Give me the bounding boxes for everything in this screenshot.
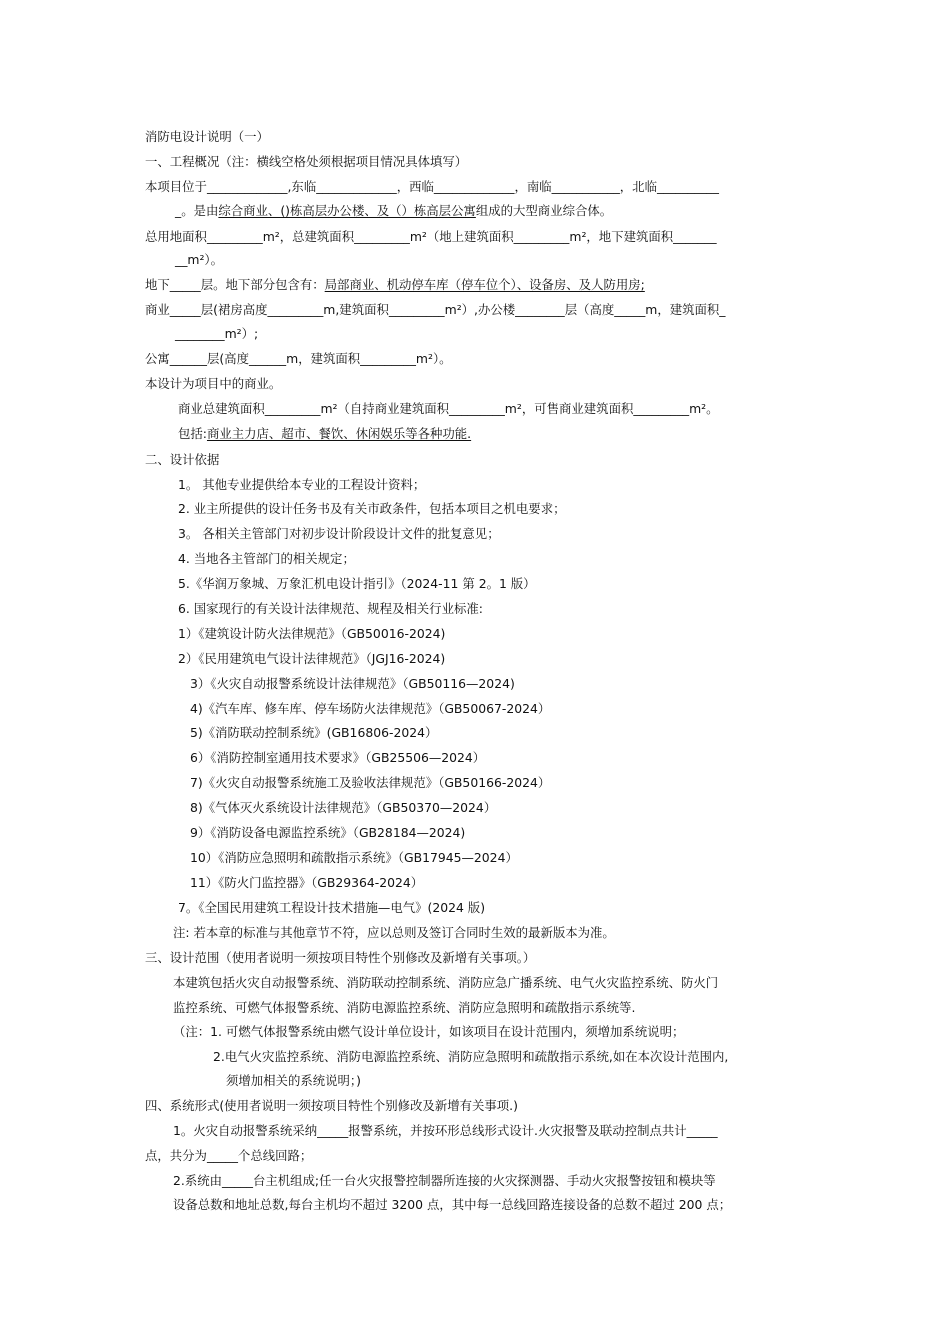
list-item: 3。 各相关主管部门对初步设计阶段设计文件的批复意见； bbox=[178, 526, 500, 541]
note-line: 2.电气火灾监控系统、消防电源监控系统、消防应急照明和疏散指示系统,如在本次设计范围内, bbox=[213, 1049, 729, 1064]
text-line: 总用地面积_________m²，总建筑面积_________m²（地上建筑面积_________m²，地下建筑面积_______ bbox=[145, 229, 717, 244]
list-item: 1。 其他专业提供给本专业的工程设计资料； bbox=[178, 477, 426, 492]
list-item: 9）《消防设备电源监控系统》（GB28184—2024) bbox=[190, 825, 466, 840]
list-item: 4. 当地各主管部门的相关规定； bbox=[178, 551, 355, 566]
section-heading: 三、设计范围（使用者说明一须按项目特性个别修改及新增有关事项。） bbox=[145, 950, 536, 965]
note-line: 须增加相关的系统说明；) bbox=[226, 1073, 361, 1088]
text-line: 商业_____层(裙房高度_________m,建筑面积_________m²）,办公楼________层（高度_____m，建筑面积_ bbox=[145, 302, 726, 317]
list-item: 7)《火灾自动报警系统施工及验收法律规范》（GB50166-2024） bbox=[190, 775, 551, 790]
text-line: 点，共分为_____个总线回路； bbox=[145, 1148, 313, 1163]
text-segment: 组成的大型商业综合体。 bbox=[475, 203, 613, 218]
text-segment: 包括: bbox=[178, 426, 207, 441]
list-item: 5)《消防联动控制系统》(GB16806-2024） bbox=[190, 725, 438, 740]
text-line: 监控系统、可燃气体报警系统、消防电源监控系统、消防应急照明和疏散指示系统等. bbox=[173, 1000, 636, 1015]
note-line: 注: 若本章的标准与其他章节不符，应以总则及签订合同时生效的最新版本为准。 bbox=[173, 925, 615, 940]
list-item: 2）《民用建筑电气设计法律规范》（JGJ16-2024) bbox=[178, 651, 446, 666]
text-line: __m²）。 bbox=[175, 252, 224, 267]
section-heading: 四、系统形式(使用者说明一须按项目特性个别修改及新增有关事项.) bbox=[145, 1098, 518, 1113]
list-item: 7。《全国民用建筑工程设计技术措施—电气》(2024 版) bbox=[178, 900, 486, 915]
list-item: 10）《消防应急照明和疏散指示系统》（GB17945—2024） bbox=[190, 850, 518, 865]
list-item: 1）《建筑设计防火法律规范》（GB50016-2024) bbox=[178, 626, 446, 641]
underlined-text: 商业主力店、超市、餐饮、休闲娱乐等各种功能. bbox=[206, 426, 472, 441]
list-item: 8)《气体灭火系统设计法律规范》（GB50370—2024） bbox=[190, 800, 497, 815]
list-item: 6）《消防控制室通用技术要求》（GB25506—2024） bbox=[190, 750, 486, 765]
underlined-text: 综合商业、()栋高层办公楼、及（）栋高层公寓 bbox=[218, 203, 476, 218]
note-line: （注：1. 可燃气体报警系统由燃气设计单位设计，如该项目在设计范围内，须增加系统说明； bbox=[173, 1024, 685, 1039]
text-line: 本建筑包括火灾自动报警系统、消防联动控制系统、消防应急广播系统、电气火灾监控系统、防火门 bbox=[173, 975, 719, 990]
text-line: 本设计为项目中的商业。 bbox=[145, 376, 282, 391]
underlined-text: 局部商业、机动停车库（停车位个）、设备房、及人防用房; bbox=[324, 277, 645, 292]
text-line: ________m²）; bbox=[175, 326, 259, 341]
text-line bbox=[178, 425, 471, 443]
text-line: 设备总数和地址总数,每台主机均不超过 3200 点，其中每一总线回路连接设备的总数不超过 200 点； bbox=[173, 1197, 732, 1212]
doc-title: 消防电设计说明（一） bbox=[145, 129, 269, 144]
text-segment: _。是由 bbox=[175, 203, 219, 218]
text-line: 1。火灾自动报警系统采纳_____报警系统，并按环形总线形式设计.火灾报警及联动控制点共计_____ bbox=[173, 1123, 718, 1138]
text-line: 本项目位于_____________,东临_____________，西临_____________，南临___________，北临__________ bbox=[145, 179, 719, 194]
list-item: 11）《防火门监控器》（GB29364-2024） bbox=[190, 875, 424, 890]
text-line: 商业总建筑面积_________m²（自持商业建筑面积_________m²，可售商业建筑面积_________m²。 bbox=[178, 401, 719, 416]
list-item: 3）《火灾自动报警系统设计法律规范》（GB50116—2024) bbox=[190, 676, 515, 691]
section-heading: 一、工程概况（注：横线空格处须根据项目情况具体填写） bbox=[145, 154, 468, 169]
text-line: 公寓______层(高度______m，建筑面积_________m²）。 bbox=[145, 351, 452, 366]
list-item: 6. 国家现行的有关设计法律规范、规程及相关行业标准: bbox=[178, 601, 483, 616]
list-item: 2. 业主所提供的设计任务书及有关市政条件，包括本项目之机电要求； bbox=[178, 501, 566, 516]
list-item: 5.《华润万象城、万象汇机电设计指引》（2024-11 第 2。1 版） bbox=[178, 576, 536, 591]
list-item: 4)《汽车库、修车库、停车场防火法律规范》（GB50067-2024） bbox=[190, 701, 551, 716]
text-line: 2.系统由_____台主机组成;任一台火灾报警控制器所连接的火灾探测器、手动火灾报警按钮和模块等 bbox=[173, 1173, 716, 1188]
text-line bbox=[175, 202, 612, 220]
section-heading: 二、设计依据 bbox=[145, 452, 220, 467]
text-segment: 地下_____层。地下部分包含有： bbox=[145, 277, 325, 292]
text-line bbox=[145, 276, 645, 294]
